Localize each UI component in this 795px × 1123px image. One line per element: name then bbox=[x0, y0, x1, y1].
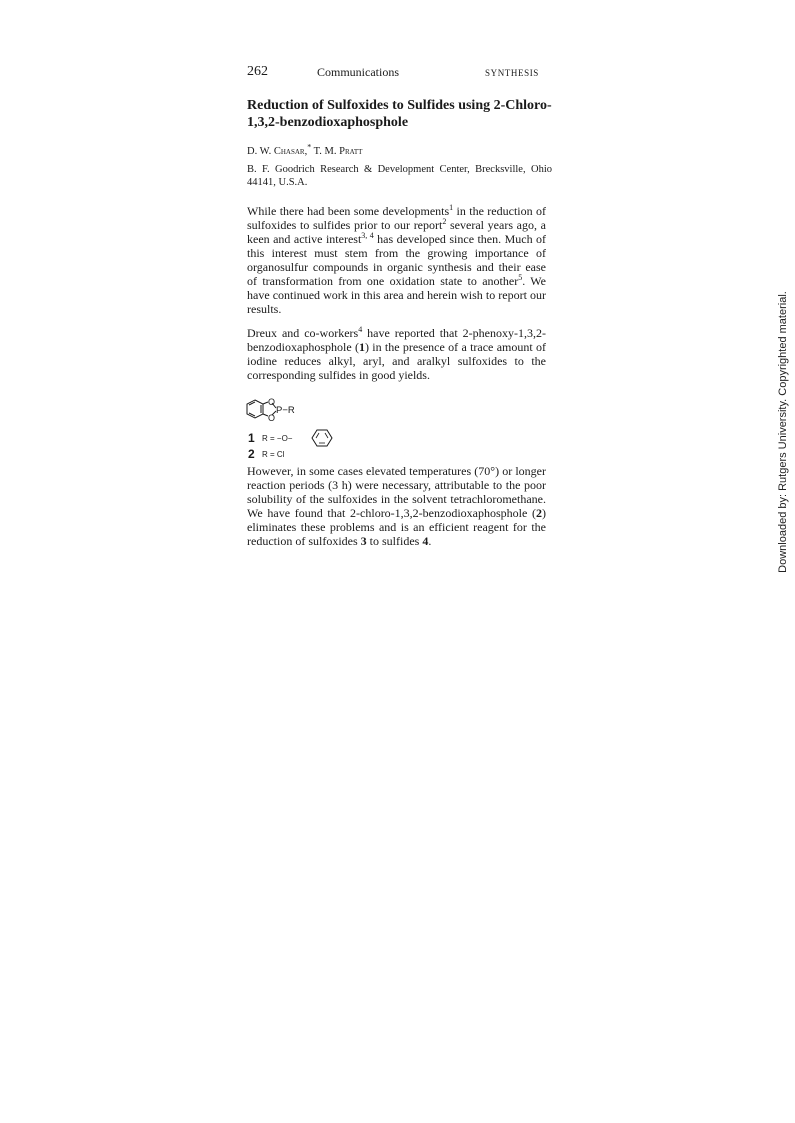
reference-marker: 2 bbox=[442, 217, 447, 226]
author2-initials: T. M. bbox=[311, 146, 340, 157]
compound-2-substituent: R = Cl bbox=[262, 450, 285, 459]
reference-marker: 1 bbox=[449, 203, 454, 212]
paragraph-dreux bbox=[247, 326, 546, 382]
author1-surname: Chasar, bbox=[273, 146, 308, 157]
benzodioxaphosphole-structure bbox=[246, 396, 306, 430]
text-run: several years ago, a keen and active interest bbox=[247, 218, 546, 246]
phosphorus-r-label: P−R bbox=[276, 405, 295, 416]
text-run: Dreux and co-workers bbox=[247, 326, 359, 340]
section-name: Communications bbox=[317, 65, 399, 79]
text-run: have reported that 2-phenoxy-1,3,2-benzodioxaphosphole ( bbox=[247, 326, 546, 354]
compound-ref: 4 bbox=[422, 534, 429, 548]
page-number: 262 bbox=[247, 64, 268, 79]
compound-legend bbox=[247, 428, 367, 462]
reference-marker: 3, 4 bbox=[361, 231, 374, 240]
corresponding-marker: * bbox=[307, 142, 312, 152]
compound-ref: 2 bbox=[536, 506, 542, 520]
benzene-ring bbox=[247, 400, 263, 418]
phenyl-ring-icon bbox=[311, 428, 333, 448]
article-title: Reduction of Sulfoxides to Sulfides using 2-Chloro-1,3,2-benzodioxaphosphole bbox=[247, 98, 552, 130]
text-run: . bbox=[428, 534, 432, 548]
compound-ref: 1 bbox=[358, 340, 365, 354]
text-run: While there had been some developments bbox=[247, 204, 450, 218]
author2-surname: Pratt bbox=[339, 146, 363, 157]
text-run: ) eliminates these problems and is an efficient reagent for the reduction of sulfoxides bbox=[247, 506, 546, 548]
author1-initials: D. W. bbox=[247, 146, 274, 157]
affiliation: B. F. Goodrich Research & Development Center, Brecksville, Ohio 44141, U.S.A. bbox=[247, 164, 552, 188]
oxygen-atom-top: O bbox=[268, 397, 276, 407]
reference-marker: 4 bbox=[358, 325, 363, 334]
author-list bbox=[247, 142, 552, 158]
compound-number-2: 2 bbox=[248, 447, 255, 461]
oxygen-atom-bottom: O bbox=[268, 413, 276, 423]
compound-ref: 3 bbox=[360, 534, 367, 548]
compound-1-substituent: R = −O− bbox=[262, 434, 293, 443]
text-run: to sulfides bbox=[366, 534, 423, 548]
text-run: However, in some cases elevated temperatures (70°) or longer reaction periods (3 h) were necessary, attributable to the poor solubility of the sulfoxides in the solvent tetrachloromethane. We have found that 2-chloro-1,3,2-benzodioxaphosphole ( bbox=[247, 464, 546, 520]
reference-marker: 5 bbox=[518, 273, 523, 282]
journal-name: SYNTHESIS bbox=[485, 68, 539, 78]
text-run: . We have continued work in this area and herein wish to report our results. bbox=[247, 274, 546, 316]
text-run: has developed since then. Much of this interest must stem from the growing importance of organosulfur compounds in organic synthesis and their ease of transformation from one oxidation state to another bbox=[247, 232, 547, 288]
watermark-text: Downloaded by: Rutgers University. Copyrighted material. bbox=[777, 291, 789, 573]
text-run: in the reduction of sulfoxides to sulfides prior to our report bbox=[247, 204, 546, 232]
paragraph-intro bbox=[247, 204, 546, 316]
compound-number-1: 1 bbox=[248, 431, 255, 445]
paragraph-findings bbox=[247, 464, 546, 548]
text-run: ) in the presence of a trace amount of iodine reduces alkyl, aryl, and aralkyl sulfoxides to the corresponding sulfides in good yields. bbox=[247, 340, 546, 382]
page-header bbox=[247, 64, 547, 82]
